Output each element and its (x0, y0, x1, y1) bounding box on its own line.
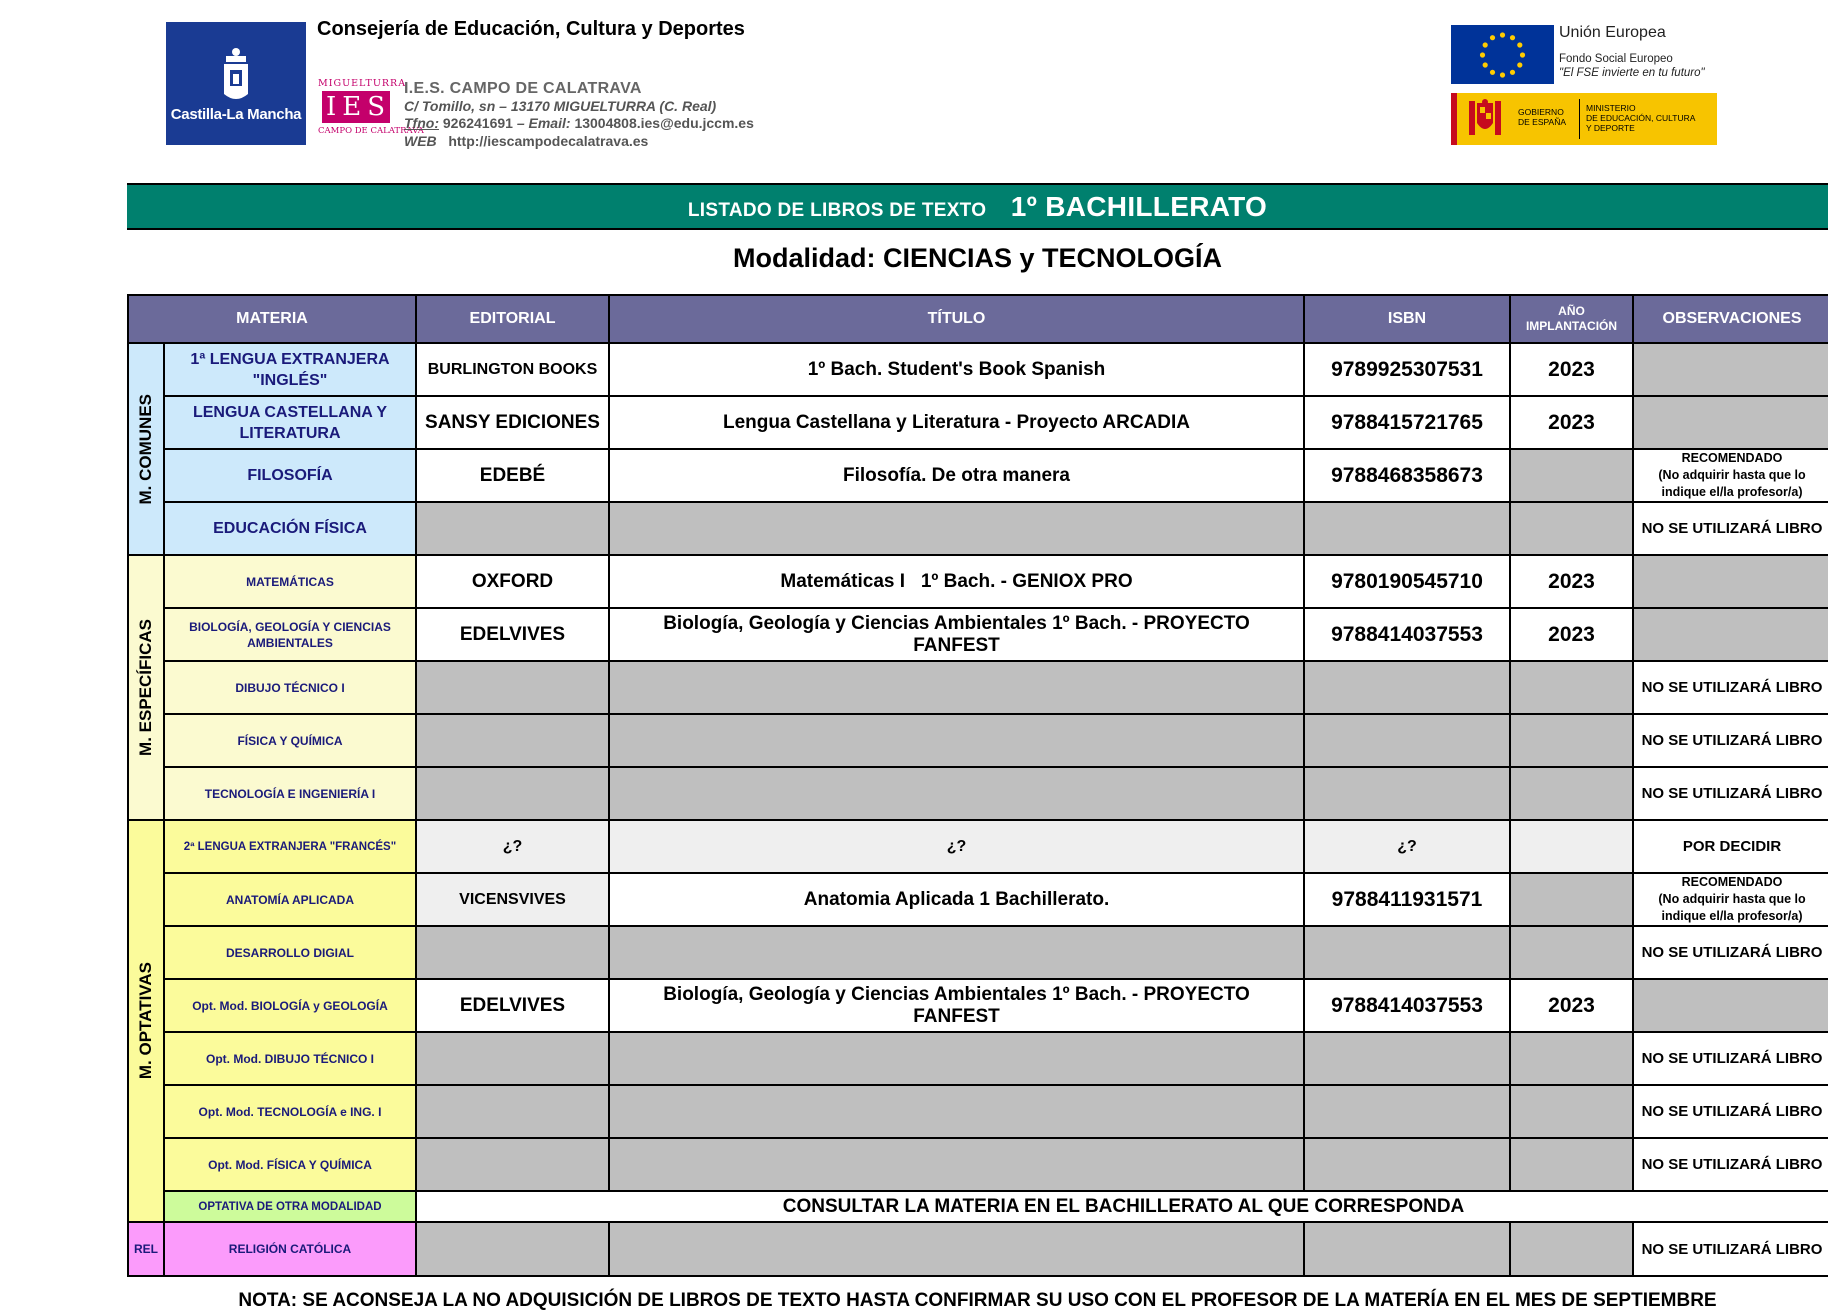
materia-cell: BIOLOGÍA, GEOLOGÍA Y CIENCIAS AMBIENTALES (165, 609, 415, 660)
materia-cell: EDUCACIÓN FÍSICA (165, 503, 415, 554)
obs-cell: NO SE UTILIZARÁ LIBRO (1634, 1139, 1828, 1190)
obs-cell: NO SE UTILIZARÁ LIBRO (1634, 1223, 1828, 1275)
obs-cell: RECOMENDADO (No adquirir hasta que lo indique el/la profesor/a) (1634, 450, 1828, 501)
logo-divider (1579, 99, 1580, 139)
editorial-cell (417, 503, 608, 554)
materia-cell: FILOSOFÍA (165, 450, 415, 501)
ies-logo-town: MIGUELTURRA (318, 78, 407, 89)
titulo-cell: ¿? (610, 821, 1303, 872)
titulo-cell: Filosofía. De otra manera (610, 450, 1303, 501)
header-isbn: ISBN (1305, 296, 1509, 342)
spain-coat-of-arms-icon (1467, 99, 1503, 139)
anio-cell (1511, 450, 1632, 501)
ies-logo-school: CAMPO DE CALATRAVA (318, 126, 424, 136)
obs-cell: NO SE UTILIZARÁ LIBRO (1634, 768, 1828, 819)
editorial-cell (417, 927, 608, 978)
anio-cell (1511, 927, 1632, 978)
banner-course: 1º BACHILLERATO (1010, 191, 1268, 222)
titulo-cell (610, 1139, 1303, 1190)
materia-cell: LENGUA CASTELLANA Y LITERATURA (165, 397, 415, 448)
materia-cell: DESARROLLO DIGIAL (165, 927, 415, 978)
materia-cell: 2ª LENGUA EXTRANJERA "FRANCÉS" (165, 821, 415, 872)
isbn-cell (1305, 1033, 1509, 1084)
school-contact: Tfno: 926241691 – Email: 13004808.ies@edu.jccm.es (404, 115, 754, 131)
ministerio-label: MINISTERIO DE EDUCACIÓN, CULTURA Y DEPORTE (1586, 103, 1696, 133)
editorial-cell: OXFORD (417, 556, 608, 607)
header-observaciones: OBSERVACIONES (1634, 296, 1828, 342)
obs-cell (1634, 397, 1828, 448)
obs-cell: NO SE UTILIZARÁ LIBRO (1634, 1033, 1828, 1084)
isbn-cell (1305, 503, 1509, 554)
titulo-cell (610, 927, 1303, 978)
titulo-cell (610, 1033, 1303, 1084)
isbn-cell: 9780190545710 (1305, 556, 1509, 607)
isbn-cell (1305, 768, 1509, 819)
group-comunes: M. COMUNES (129, 344, 163, 554)
editorial-cell (417, 715, 608, 766)
isbn-cell: 9788415721765 (1305, 397, 1509, 448)
editorial-cell: EDEBÉ (417, 450, 608, 501)
header-editorial: EDITORIAL (417, 296, 608, 342)
anio-cell: 2023 (1511, 609, 1632, 660)
obs-cell (1634, 344, 1828, 395)
school-name: I.E.S. CAMPO DE CALATRAVA (404, 80, 642, 97)
materia-cell: 1ª LENGUA EXTRANJERA "INGLÉS" (165, 344, 415, 395)
isbn-cell (1305, 1086, 1509, 1137)
materia-cell: Opt. Mod. FÍSICA Y QUÍMICA (165, 1139, 415, 1190)
isbn-cell: 9789925307531 (1305, 344, 1509, 395)
header-anio: AÑO IMPLANTACIÓN (1511, 296, 1632, 342)
castle-crest-icon (216, 46, 256, 104)
titulo-cell (610, 715, 1303, 766)
school-info (404, 80, 754, 150)
eu-fund: Fondo Social Europeo (1559, 53, 1673, 65)
materia-cell: OPTATIVA DE OTRA MODALIDAD (165, 1192, 415, 1221)
materia-cell: Opt. Mod. TECNOLOGÍA e ING. I (165, 1086, 415, 1137)
header-materia: MATERIA (129, 296, 415, 342)
obs-cell: RECOMENDADO (No adquirir hasta que lo indique el/la profesor/a) (1634, 874, 1828, 925)
region-name: Castilla-La Mancha (170, 106, 302, 123)
gobierno-label: GOBIERNO DE ESPAÑA (1518, 107, 1567, 127)
obs-cell: NO SE UTILIZARÁ LIBRO (1634, 503, 1828, 554)
gobierno-ministerio-logo (1451, 93, 1717, 145)
textbook-table (127, 294, 1828, 1277)
materia-cell: TECNOLOGÍA E INGENIERÍA I (165, 768, 415, 819)
consult-note: CONSULTAR LA MATERIA EN EL BACHILLERATO AL QUE CORRESPONDA (417, 1192, 1828, 1221)
titulo-cell: Matemáticas I 1º Bach. - GENIOX PRO (610, 556, 1303, 607)
footer-note: NOTA: SE ACONSEJA LA NO ADQUISICIÓN DE LIBROS DE TEXTO HASTA CONFIRMAR SU USO CON EL PROFESOR DE LA MATERÍA EN EL MES DE SEPTIEMBRE (238, 1290, 1717, 1311)
group-especificas: M. ESPECÍFICAS (129, 556, 163, 819)
materia-cell: Opt. Mod. DIBUJO TÉCNICO I (165, 1033, 415, 1084)
materia-cell: RELIGIÓN CATÓLICA (165, 1223, 415, 1275)
isbn-cell: 9788414037553 (1305, 980, 1509, 1031)
titulo-cell (610, 503, 1303, 554)
anio-cell (1511, 768, 1632, 819)
titulo-cell (610, 1223, 1303, 1275)
titulo-cell: Biología, Geología y Ciencias Ambientales 1º Bach. - PROYECTO FANFEST (610, 980, 1303, 1031)
materia-cell: MATEMÁTICAS (165, 556, 415, 607)
title-banner (127, 183, 1828, 230)
editorial-cell (417, 768, 608, 819)
anio-cell (1511, 662, 1632, 713)
editorial-cell: SANSY EDICIONES (417, 397, 608, 448)
anio-cell: 2023 (1511, 344, 1632, 395)
editorial-cell (417, 1223, 608, 1275)
ies-logo-mark: IES (322, 91, 390, 123)
anio-cell (1511, 1086, 1632, 1137)
obs-cell (1634, 980, 1828, 1031)
editorial-cell: BURLINGTON BOOKS (417, 344, 608, 395)
obs-cell (1634, 556, 1828, 607)
titulo-cell: Biología, Geología y Ciencias Ambientales 1º Bach. - PROYECTO FANFEST (610, 609, 1303, 660)
titulo-cell (610, 662, 1303, 713)
castilla-la-mancha-logo (166, 22, 306, 145)
school-address: C/ Tomillo, sn – 13170 MIGUELTURRA (C. Real) (404, 97, 717, 114)
banner-label: LISTADO DE LIBROS DE TEXTO (687, 200, 987, 221)
obs-cell: NO SE UTILIZARÁ LIBRO (1634, 927, 1828, 978)
obs-cell: NO SE UTILIZARÁ LIBRO (1634, 662, 1828, 713)
anio-cell: 2023 (1511, 556, 1632, 607)
editorial-cell (417, 1139, 608, 1190)
editorial-cell (417, 1033, 608, 1084)
modalidad-title: Modalidad: CIENCIAS y TECNOLOGÍA (732, 243, 1223, 273)
isbn-cell: 9788414037553 (1305, 609, 1509, 660)
isbn-cell: ¿? (1305, 821, 1509, 872)
obs-cell: NO SE UTILIZARÁ LIBRO (1634, 1086, 1828, 1137)
editorial-cell (417, 662, 608, 713)
titulo-cell: Anatomia Aplicada 1 Bachillerato. (610, 874, 1303, 925)
materia-cell: ANATOMÍA APLICADA (165, 874, 415, 925)
obs-cell: POR DECIDIR (1634, 821, 1828, 872)
anio-cell (1511, 874, 1632, 925)
isbn-cell (1305, 662, 1509, 713)
isbn-cell (1305, 1223, 1509, 1275)
editorial-cell: EDELVIVES (417, 609, 608, 660)
anio-cell (1511, 1223, 1632, 1275)
eu-text (1559, 24, 1705, 79)
flag-stripe (1451, 93, 1457, 145)
materia-cell: DIBUJO TÉCNICO I (165, 662, 415, 713)
obs-cell (1634, 609, 1828, 660)
group-optativas: M. OPTATIVAS (129, 821, 163, 1221)
titulo-cell (610, 1086, 1303, 1137)
editorial-cell: ¿? (417, 821, 608, 872)
materia-cell: Opt. Mod. BIOLOGÍA y GEOLOGÍA (165, 980, 415, 1031)
anio-cell (1511, 715, 1632, 766)
anio-cell: 2023 (1511, 980, 1632, 1031)
header-titulo: TÍTULO (610, 296, 1303, 342)
eu-title: Unión Europea (1559, 24, 1666, 41)
ies-logo (318, 78, 424, 148)
titulo-cell: 1º Bach. Student's Book Spanish (610, 344, 1303, 395)
school-web-link[interactable]: http://iescampodecalatrava.es (448, 132, 649, 149)
school-web: WEB http://iescampodecalatrava.es (404, 132, 649, 149)
consejeria-title: Consejería de Educación, Cultura y Deportes (317, 18, 745, 40)
isbn-cell: 9788411931571 (1305, 874, 1509, 925)
anio-cell: 2023 (1511, 397, 1632, 448)
obs-cell: NO SE UTILIZARÁ LIBRO (1634, 715, 1828, 766)
editorial-cell: EDELVIVES (417, 980, 608, 1031)
isbn-cell (1305, 715, 1509, 766)
eu-flag-icon (1451, 25, 1554, 84)
isbn-cell: 9788468358673 (1305, 450, 1509, 501)
group-religion: REL (129, 1223, 163, 1275)
titulo-cell (610, 768, 1303, 819)
materia-cell: FÍSICA Y QUÍMICA (165, 715, 415, 766)
titulo-cell: Lengua Castellana y Literatura - Proyecto ARCADIA (610, 397, 1303, 448)
anio-cell (1511, 503, 1632, 554)
editorial-cell: VICENSVIVES (417, 874, 608, 925)
anio-cell (1511, 821, 1632, 872)
school-email-link[interactable]: 13004808.ies@edu.jccm.es (574, 115, 754, 131)
isbn-cell (1305, 1139, 1509, 1190)
isbn-cell (1305, 927, 1509, 978)
eu-quote: "El FSE invierte en tu futuro" (1559, 67, 1705, 79)
anio-cell (1511, 1139, 1632, 1190)
editorial-cell (417, 1086, 608, 1137)
anio-cell (1511, 1033, 1632, 1084)
